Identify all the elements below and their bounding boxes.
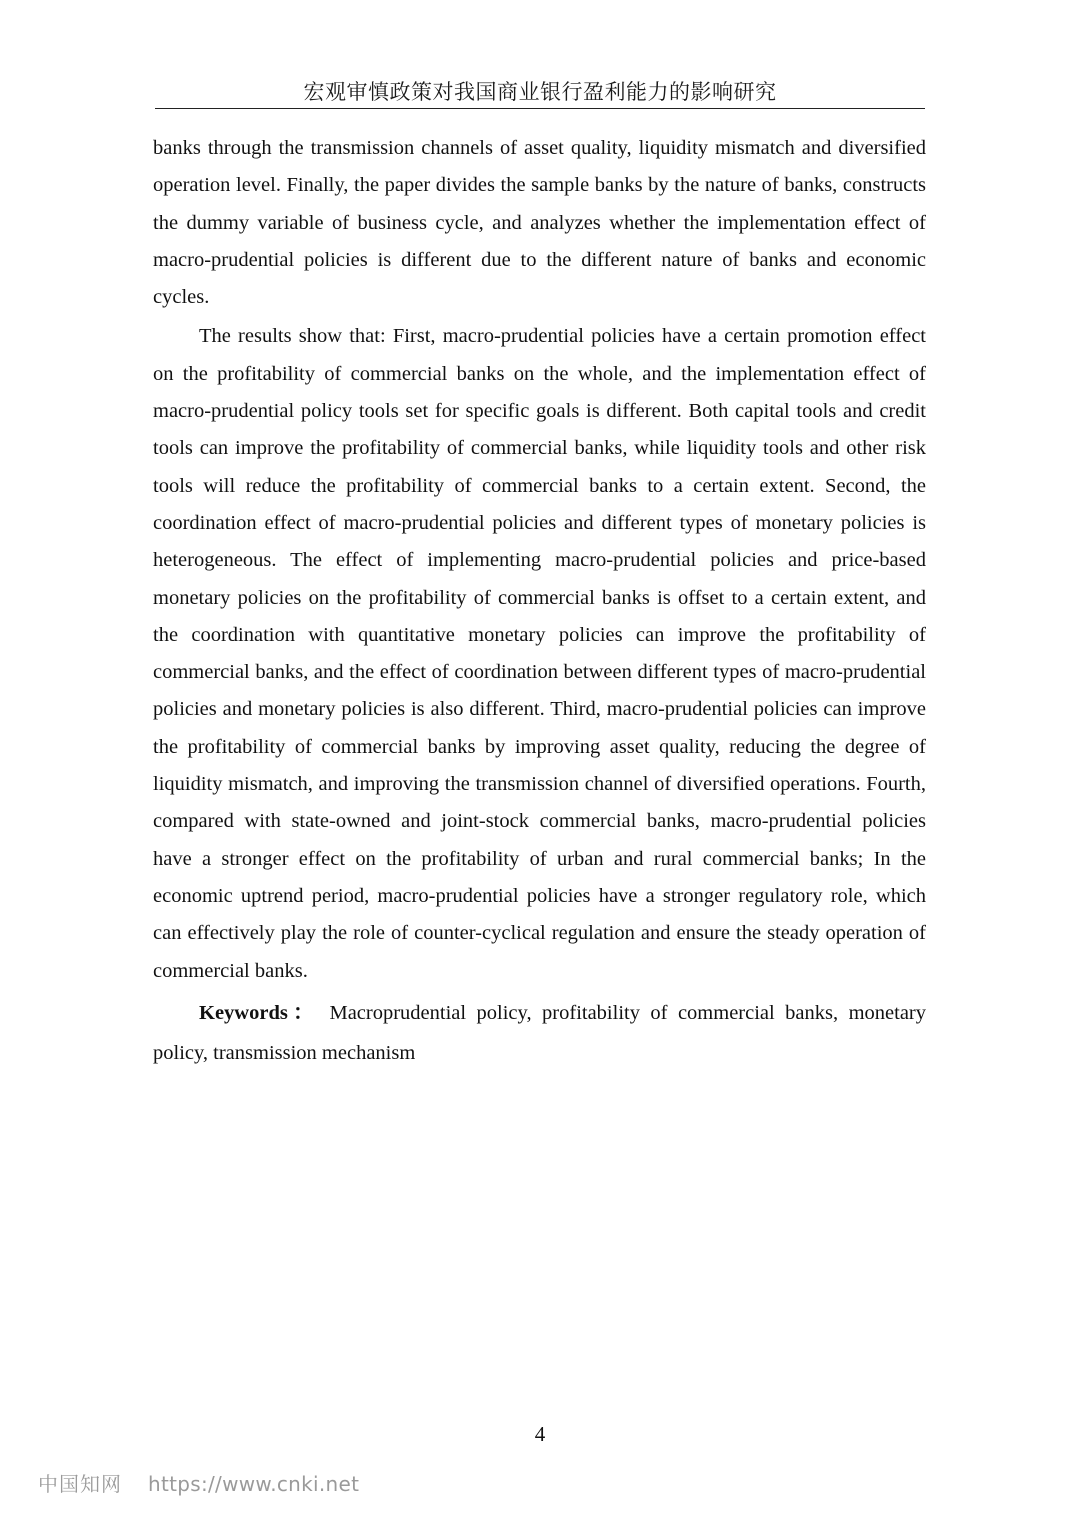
keywords-line (153, 993, 926, 1073)
watermark-brand: 中国知网 (38, 1472, 122, 1496)
watermark-url: https://www.cnki.net (148, 1472, 360, 1496)
abstract-paragraph-results: The results show that: First, macro-prudential policies have a certain promotion effect on the profitability of commercial banks on the whole, and the implementation effect of macro-prudential policy tools set for specific goals is different. Both capital tools and credit tools can improve the profitability of commercial banks, while liquidity tools and other risk tools will reduce the profitability of commercial banks to a certain extent. Second, the coordination effect of macro-prudential policies and different types of monetary policies is heterogeneous. The effect of implementing macro-prudential policies and price-based monetary policies on the profitability of commercial banks is offset to a certain extent, and the coordination with quantitative monetary policies can improve the profitability of commercial banks, and the effect of coordination between different types of macro-prudential policies and monetary policies is also different. Third, macro-prudential policies can improve the profitability of commercial banks by improving asset quality, reducing the degree of liquidity mismatch, and improving the transmission channel of diversified operations. Fourth, compared with state-owned and joint-stock commercial banks, macro-prudential policies have a stronger effect on the profitability of urban and rural commercial banks; In the economic uptrend period, macro-prudential policies have a stronger regulatory role, which can effectively play the role of counter-cyclical regulation and ensure the steady operation of commercial banks. (153, 325, 926, 982)
abstract-paragraph-continued: banks through the transmission channels of asset quality, liquidity mismatch and diversified operation level. Finally, the paper divides the sample banks by the nature of banks, constructs the dummy variable of business cycle, and analyzes whether the implementation effect of macro-prudential policies is different due to the different nature of banks and economic cycles. (153, 137, 926, 309)
abstract-body (153, 130, 926, 1073)
keywords-text: Macroprudential policy, profitability of commercial banks, monetary policy, transmission mechanism (153, 1001, 926, 1064)
keywords-label: Keywords： (199, 1001, 319, 1024)
page-number: 4 (534, 1422, 546, 1446)
header-divider (155, 108, 925, 109)
running-header-title: 宏观审慎政策对我国商业银行盈利能力的影响研究 (303, 80, 777, 104)
cnki-watermark (38, 1470, 359, 1498)
